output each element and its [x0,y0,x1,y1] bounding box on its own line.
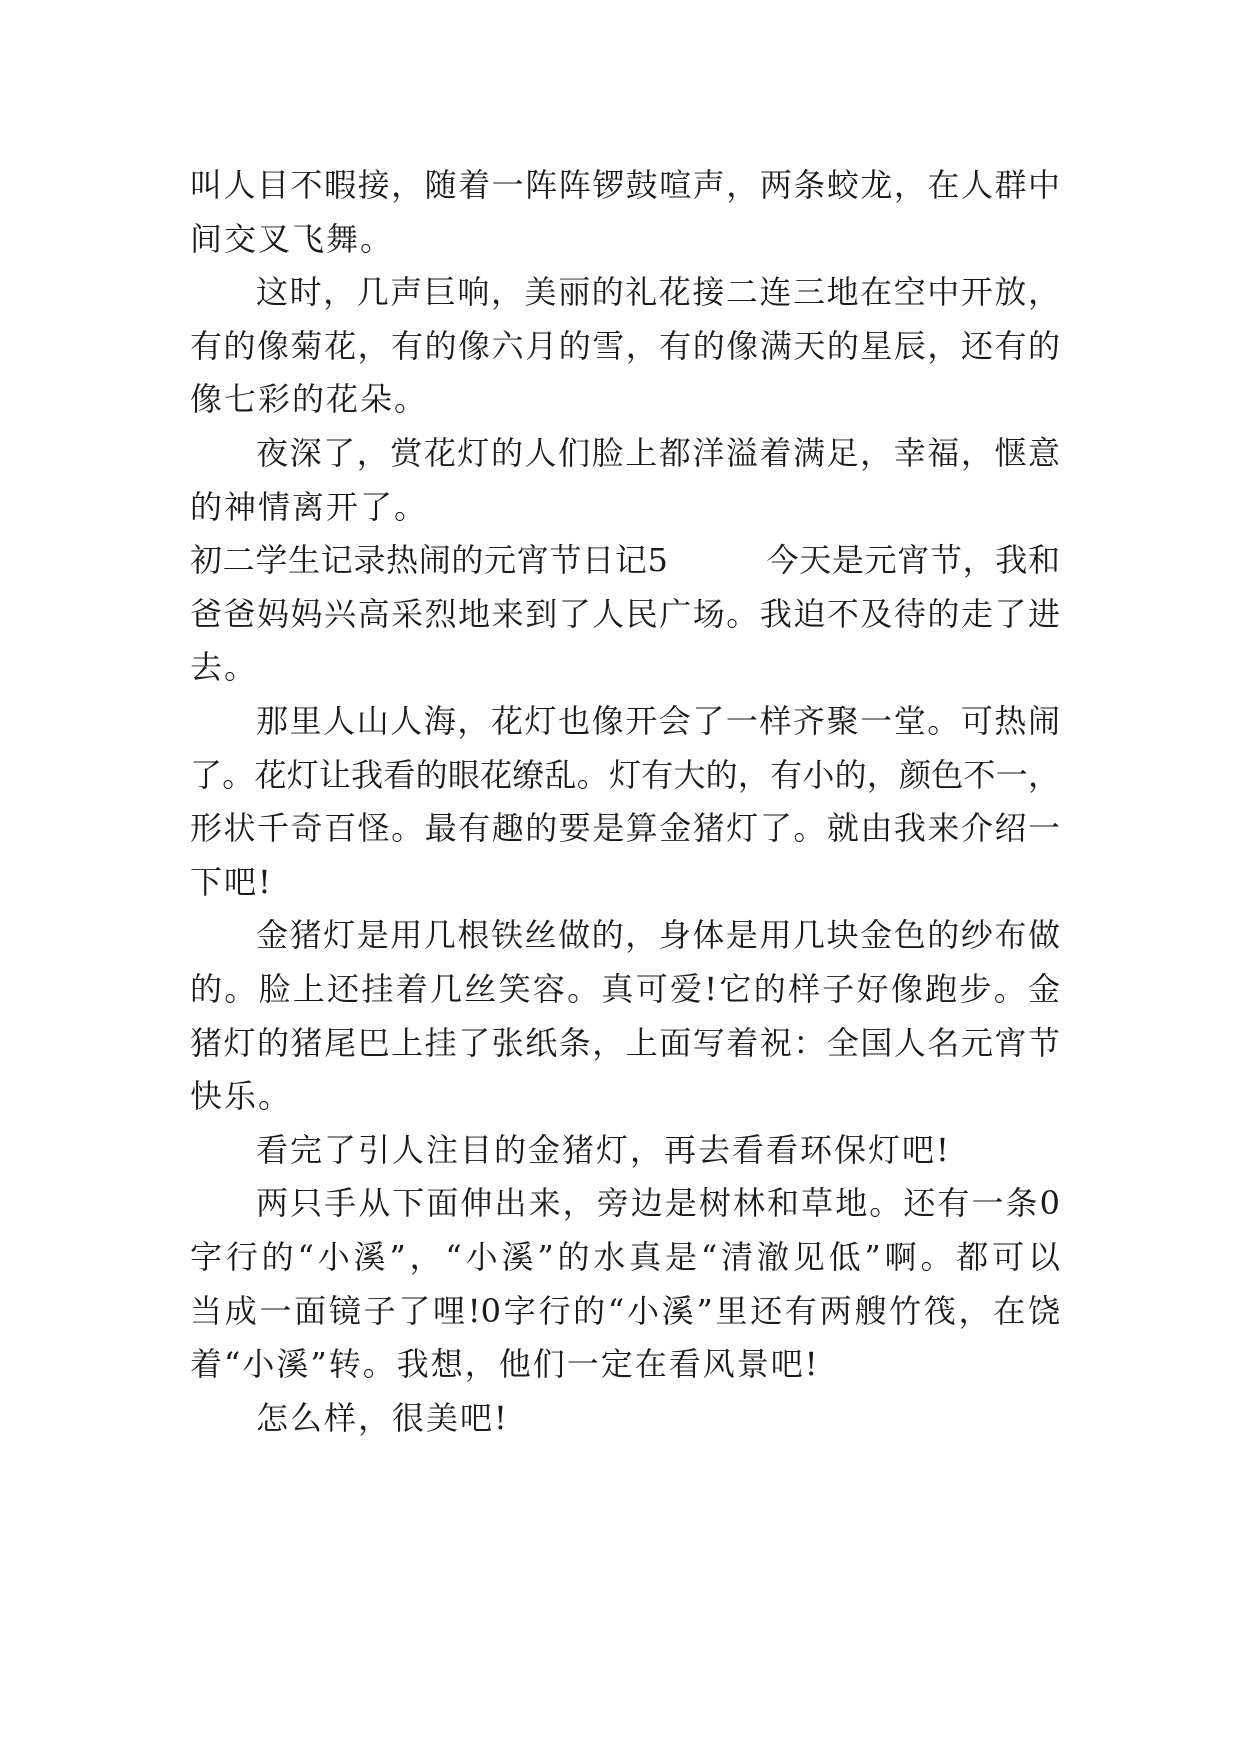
text-line: 看完了引人注目的金猪灯，再去看看环保灯吧! [256,1130,951,1169]
text-line: 金猪灯是用几根铁丝做的，身体是用几块金色的纱布做 [256,916,1060,955]
text-line: 爸爸妈妈兴高采烈地来到了人民广场。我迫不及待的走了进 [190,594,1060,633]
text-line: 快乐。 [190,1077,293,1116]
text-line: 初二学生记录热闹的元宵节日记5 今天是元宵节，我和 [190,541,1060,580]
text-line: 怎么样，很美吧! [256,1398,509,1437]
text-line: 两只手从下面伸出来，旁边是树林和草地。还有一条0 [256,1184,1060,1223]
text-line: 那里人山人海，花灯也像开会了一样齐聚一堂。可热闹 [256,702,1060,740]
text-line: 的神情离开了。 [190,487,429,526]
text-line: 夜深了，赏花灯的人们脸上都洋溢着满足，幸福，惬意 [256,434,1060,472]
text-line: 像七彩的花朵。 [190,380,429,419]
text-line: 形状千奇百怪。最有趣的要是算金猪灯了。就由我来介绍一 [190,809,1060,848]
text-line: 间交叉飞舞。 [190,219,395,258]
text-line: 去。 [190,648,259,687]
text-line: 的。脸上还挂着几丝笑容。真可爱!它的样子好像跑步。金 [190,970,1060,1008]
text-line: 有的像菊花，有的像六月的雪，有的像满天的星辰，还有的 [190,326,1060,365]
text-line: 字行的“小溪”，“小溪”的水真是“清澈见低”啊。都可以 [190,1238,1060,1276]
text-line: 着“小溪”转。我想，他们一定在看风景吧! [190,1345,820,1384]
text-line: 叫人目不暇接，随着一阵阵锣鼓喧声，两条蛟龙，在人群中 [190,166,1060,204]
text-line: 下吧! [190,862,273,901]
text-line: 当成一面镜子了哩!0字行的“小溪”里还有两艘竹筏，在饶 [190,1291,1060,1330]
text-line: 这时，几声巨响，美丽的礼花接二连三地在空中开放， [256,273,1060,312]
text-line: 猪灯的猪尾巴上挂了张纸条，上面写着祝：全国人名元宵节 [190,1023,1060,1062]
text-line: 了。花灯让我看的眼花缭乱。灯有大的，有小的，颜色不一， [190,755,1060,794]
